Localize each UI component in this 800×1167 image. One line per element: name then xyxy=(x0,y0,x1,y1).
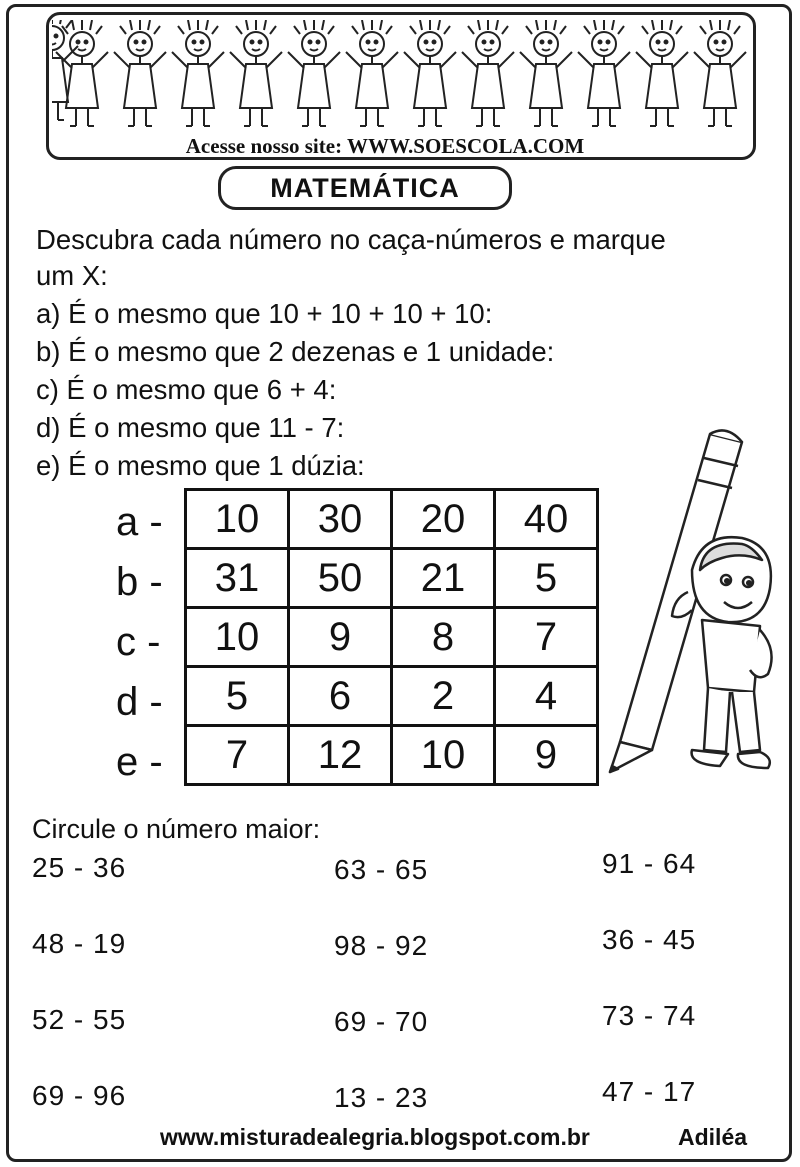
circle-section-title: Circule o número maior: xyxy=(32,814,321,844)
number-pair[interactable]: 69 - 96 xyxy=(32,1080,127,1111)
grid-row-c xyxy=(186,608,598,667)
question-c: c) É o mesmo que 6 + 4: xyxy=(36,374,337,405)
grid-cell[interactable]: 10 xyxy=(186,490,289,549)
question-d: d) É o mesmo que 11 - 7: xyxy=(36,412,345,443)
row-label-a: a - xyxy=(116,500,163,544)
number-pair[interactable]: 69 - 70 xyxy=(334,1006,429,1037)
question-e: e) É o mesmo que 1 dúzia: xyxy=(36,450,365,481)
grid-cell[interactable]: 6 xyxy=(289,667,392,726)
question-a: a) É o mesmo que 10 + 10 + 10 + 10: xyxy=(36,298,493,329)
number-pair[interactable]: 13 - 23 xyxy=(334,1082,429,1113)
grid-cell[interactable]: 10 xyxy=(392,726,495,785)
grid-cell[interactable]: 2 xyxy=(392,667,495,726)
number-pair[interactable]: 91 - 64 xyxy=(602,848,697,879)
instruction-line-2: um X: xyxy=(36,260,108,291)
grid-cell[interactable]: 9 xyxy=(289,608,392,667)
instruction-line-1: Descubra cada número no caça-números e marque xyxy=(36,224,666,255)
grid-cell[interactable]: 7 xyxy=(186,726,289,785)
row-label-b: b - xyxy=(116,560,163,604)
grid-cell[interactable]: 4 xyxy=(495,667,598,726)
number-pair[interactable]: 36 - 45 xyxy=(602,924,697,955)
number-pair[interactable]: 47 - 17 xyxy=(602,1076,697,1107)
number-pair[interactable]: 98 - 92 xyxy=(334,930,429,961)
grid-cell[interactable]: 9 xyxy=(495,726,598,785)
number-pair[interactable]: 48 - 19 xyxy=(32,928,127,959)
row-label-c: c - xyxy=(116,620,161,664)
grid-row-b xyxy=(186,549,598,608)
children-illustration xyxy=(52,20,752,132)
grid-cell[interactable]: 5 xyxy=(495,549,598,608)
number-pair[interactable]: 73 - 74 xyxy=(602,1000,697,1031)
row-label-d: d - xyxy=(116,680,163,724)
footer-author: Adiléa xyxy=(678,1124,748,1150)
grid-row-a xyxy=(186,490,598,549)
grid-cell[interactable]: 7 xyxy=(495,608,598,667)
footer-url: www.misturadealegria.blogspot.com.br xyxy=(160,1124,590,1150)
grid-cell[interactable]: 12 xyxy=(289,726,392,785)
row-label-e: e - xyxy=(116,740,163,784)
question-b: b) É o mesmo que 2 dezenas e 1 unidade: xyxy=(36,336,555,367)
number-pair[interactable]: 52 - 55 xyxy=(32,1004,127,1035)
number-pair[interactable]: 63 - 65 xyxy=(334,854,429,885)
grid-row-e xyxy=(186,726,598,785)
grid-cell[interactable]: 50 xyxy=(289,549,392,608)
number-pair[interactable]: 25 - 36 xyxy=(32,852,127,883)
grid-cell[interactable]: 20 xyxy=(392,490,495,549)
grid-cell[interactable]: 5 xyxy=(186,667,289,726)
subject-title: MATEMÁTICA xyxy=(270,173,460,203)
site-address: Acesse nosso site: WWW.SOESCOLA.COM xyxy=(185,134,585,158)
grid-cell[interactable]: 30 xyxy=(289,490,392,549)
grid-cell[interactable]: 8 xyxy=(392,608,495,667)
subject-title-box xyxy=(218,166,512,210)
boy-with-pencil-illustration xyxy=(592,420,782,790)
grid-cell[interactable]: 10 xyxy=(186,608,289,667)
grid-cell[interactable]: 31 xyxy=(186,549,289,608)
grid-cell[interactable]: 40 xyxy=(495,490,598,549)
grid-row-d xyxy=(186,667,598,726)
grid-cell[interactable]: 21 xyxy=(392,549,495,608)
number-search-grid xyxy=(184,488,599,786)
